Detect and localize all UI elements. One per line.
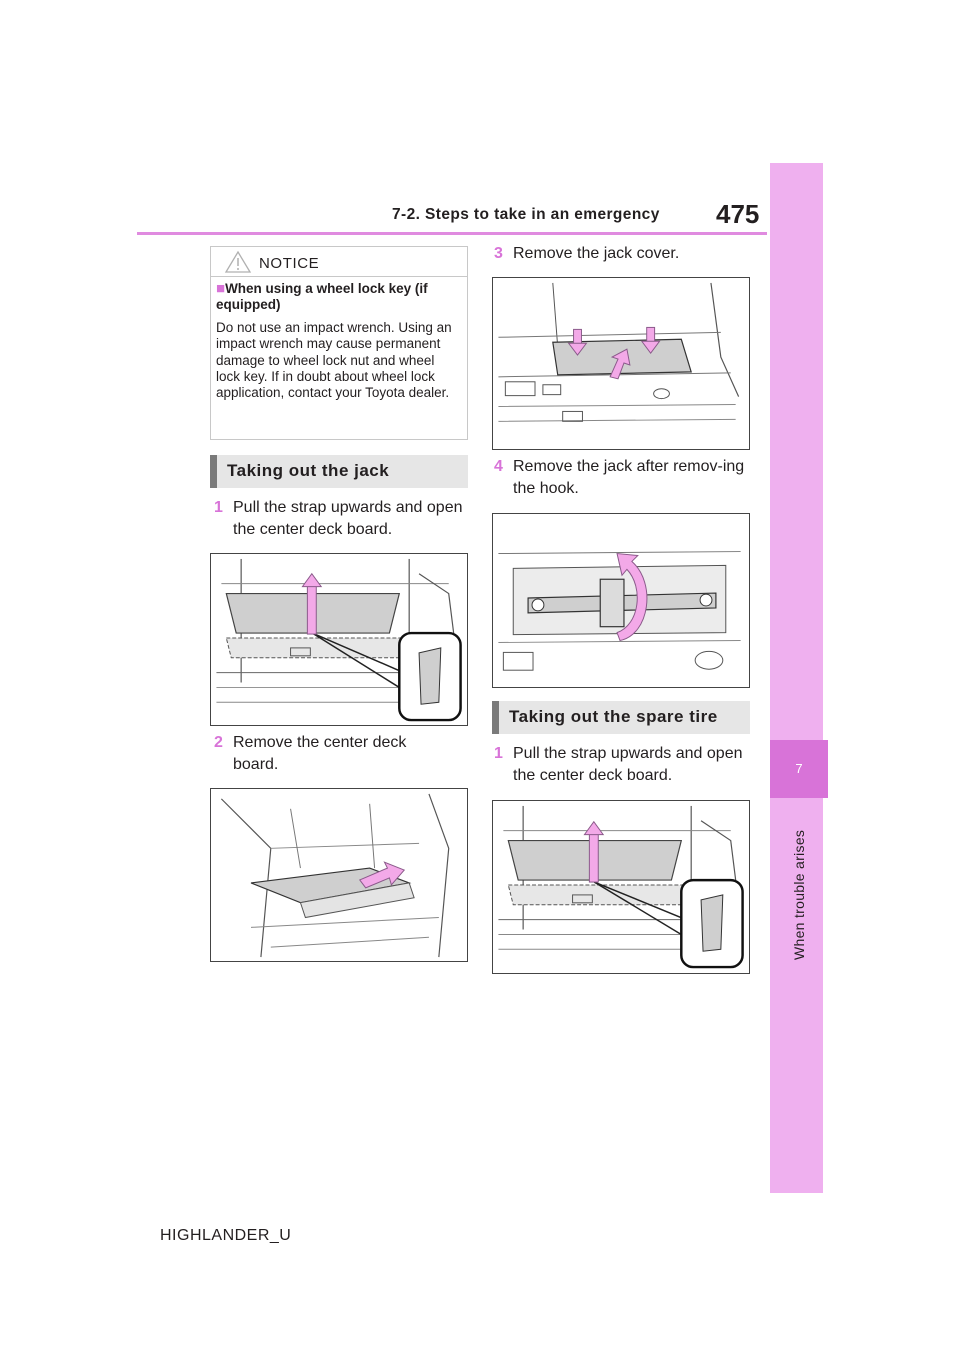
chapter-title: When trouble arises bbox=[791, 829, 807, 960]
step-item: 1 Pull the strap upwards and open the center deck board. bbox=[214, 499, 463, 538]
figure-open-deck-board bbox=[210, 553, 468, 726]
header-rule bbox=[137, 232, 767, 235]
step-item: 3 Remove the jack cover. bbox=[494, 245, 680, 262]
section-title: 7-2. Steps to take in an emergency bbox=[392, 206, 660, 223]
section-heading-jack: Taking out the jack bbox=[210, 455, 468, 488]
bullet-square: ■ bbox=[216, 280, 226, 297]
notice-subheading: ■When using a wheel lock key (if equipped) bbox=[216, 280, 428, 312]
chapter-number[interactable]: 7 bbox=[770, 740, 828, 798]
figure-open-deck-board-spare bbox=[492, 800, 750, 974]
warning-triangle-icon bbox=[224, 250, 252, 274]
figure-remove-deck-board bbox=[210, 788, 468, 962]
notice-divider bbox=[210, 276, 468, 277]
notice-header bbox=[224, 250, 454, 276]
chapter-tab-strip bbox=[770, 163, 823, 1193]
step-item: 4 Remove the jack after remov-ing the hook. bbox=[494, 458, 745, 497]
figure-remove-jack bbox=[492, 513, 750, 688]
notice-label: NOTICE bbox=[259, 255, 320, 272]
notice-body: Do not use an impact wrench. Using an impact wrench may cause permanent damage to wheel lock nut and wheel lock key. If in doubt about wheel lock application, contact your Toyota dealer. bbox=[216, 320, 452, 401]
figure-remove-jack-cover bbox=[492, 277, 750, 450]
step-item: 2 Remove the center deck board. bbox=[214, 734, 407, 773]
page-number: 475 bbox=[716, 199, 760, 229]
section-heading-spare-tire: Taking out the spare tire bbox=[492, 701, 750, 734]
model-code: HIGHLANDER_U bbox=[160, 1227, 292, 1244]
step-item: 1 Pull the strap upwards and open the center deck board. bbox=[494, 745, 743, 784]
